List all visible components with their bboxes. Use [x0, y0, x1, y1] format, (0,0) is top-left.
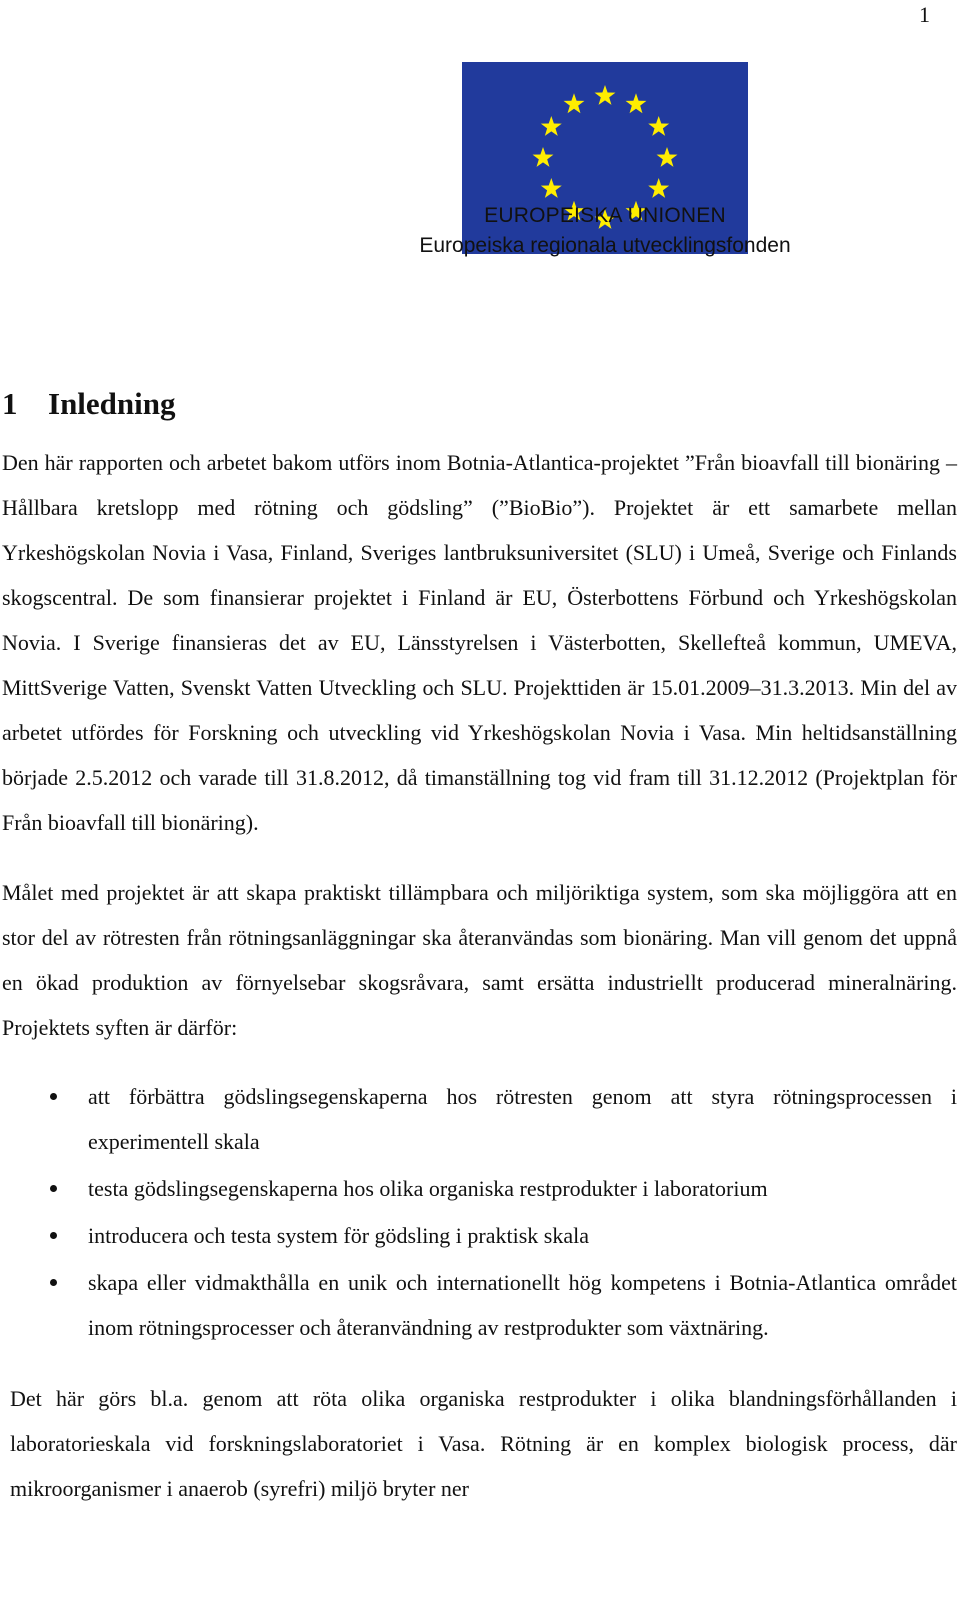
list-item: [2, 1166, 957, 1211]
list-item-text: att förbättra gödslingsegenskaperna hos rötresten genom att styra rötningsprocessen i experimentell skala: [88, 1084, 957, 1154]
bullet-icon: [50, 1093, 57, 1100]
paragraph-goal: Målet med projektet är att skapa praktiskt tillämpbara och miljöriktiga system, som ska möjliggöra att en stor del av rötresten från rötningsanläggningar ska återanvändas som bionäring. Man vill genom det uppnå en ökad produktion av förnyelsebar skogsråvara, samt ersätta industriellt producerad mineralnäring. Projektets syften är därför:: [2, 880, 957, 1040]
section-number: 1: [2, 386, 18, 421]
document-body: [2, 386, 957, 1511]
list-item: [2, 1213, 957, 1258]
bullet-icon: [50, 1185, 57, 1192]
logo-subtitle: Europeiska regionala utvecklingsfonden: [419, 234, 791, 257]
aims-list: [2, 1074, 957, 1350]
list-item-text: introducera och testa system för gödsling i praktisk skala: [88, 1223, 589, 1248]
logo-title: EUROPEISKA UNIONEN: [484, 204, 726, 227]
paragraph-intro: Den här rapporten och arbetet bakom utförs inom Botnia-Atlantica-projektet ”Från bioavfall till bionäring – Hållbara kretslopp med rötning och gödsling” (”BioBio”). Projektet är ett samarbete mellan Yrkeshögskolan Novia i Vasa, Finland, Sveriges lantbruksuniversitet (SLU) i Umeå, Sverige och Finlands skogscentral. De som finansierar projektet i Finland är EU, Österbottens Förbund och Yrkeshögskolan Novia. I Sverige finansieras det av EU, Länsstyrelsen i Västerbotten, Skellefteå kommun, UMEVA, MittSverige Vatten, Svenskt Vatten Utveckling och SLU. Projekttiden är 15.01.2009–31.3.2013. Min del av arbetet utfördes för Forskning och utveckling vid Yrkeshögskolan Novia i Vasa. Min heltidsanställning började 2.5.2012 och varade till 31.8.2012, då timanställning tog vid fram till 31.12.2012 (Projektplan för Från bioavfall till bionäring).: [2, 450, 957, 835]
bullet-icon: [50, 1232, 57, 1239]
section-heading: [2, 386, 957, 422]
section-title: Inledning: [48, 386, 176, 421]
list-item: [2, 1074, 957, 1164]
list-item-text: testa gödslingsegenskaperna hos olika organiska restprodukter i laboratorium: [88, 1176, 768, 1201]
list-item-text: skapa eller vidmakthålla en unik och internationellt hög kompetens i Botnia-Atlantica området inom rötningsprocesser och återanvändning av restprodukter som växtnäring.: [88, 1270, 957, 1340]
bullet-icon: [50, 1279, 57, 1286]
page-number: 1: [919, 2, 930, 27]
list-item: [2, 1260, 957, 1350]
paragraph-method: Det här görs bl.a. genom att röta olika organiska restprodukter i olika blandningsförhållanden i laboratorieskala vid forskningslaboratoriet i Vasa. Rötning är en komplex biologisk process, där mikroorganismer i anaerob (syrefri) miljö bryter ner: [10, 1386, 957, 1501]
